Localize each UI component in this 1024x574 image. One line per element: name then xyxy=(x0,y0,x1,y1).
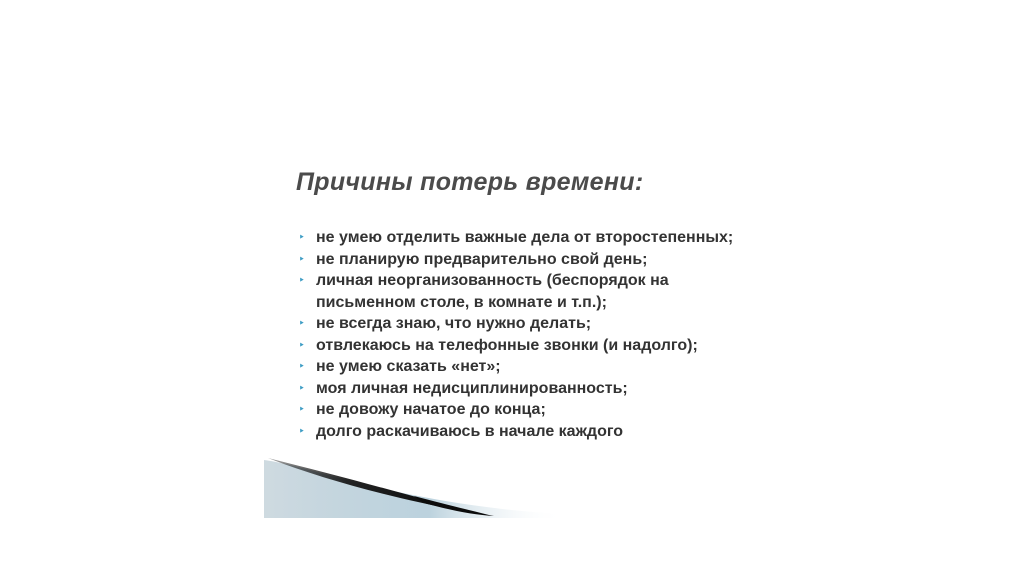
list-item-text: не планирую предварительно свой день; xyxy=(316,250,648,268)
list-item-text: не всегда знаю, что нужно делать; xyxy=(316,315,592,332)
slide-title: Причины потерь времени: xyxy=(296,168,644,196)
list-item xyxy=(298,227,738,249)
decorative-swoosh xyxy=(264,452,564,522)
bullet-icon: ‣ xyxy=(299,275,305,285)
list-item xyxy=(298,270,738,313)
list-item xyxy=(298,378,738,400)
list-item xyxy=(298,249,738,271)
bullet-icon: ‣ xyxy=(299,318,305,328)
bullet-icon: ‣ xyxy=(299,232,305,242)
bullet-icon: ‣ xyxy=(299,382,305,393)
list-item-text: не умею отделить важные дела от второстепенных; xyxy=(316,229,734,246)
list-item-text: не довожу начатое до конца; xyxy=(316,401,546,418)
list-item xyxy=(298,313,738,335)
bullet-icon: ‣ xyxy=(299,339,305,350)
list-item xyxy=(298,335,738,357)
bullet-icon: ‣ xyxy=(299,253,305,264)
list-item-text: долго раскачиваюсь в начале каждого xyxy=(316,422,624,440)
list-item-text: личная неорганизованность (беспорядок на письменном столе, в комнате и т.п.); xyxy=(316,272,669,311)
list-item-text: не умею сказать «нет»; xyxy=(316,358,501,375)
bullet-list xyxy=(298,227,738,442)
bullet-icon: ‣ xyxy=(299,425,305,436)
list-item xyxy=(298,421,738,443)
bullet-icon: ‣ xyxy=(299,361,305,371)
list-item xyxy=(298,356,738,378)
list-item-text: отвлекаюсь на телефонные звонки (и надолго); xyxy=(316,336,698,354)
list-item xyxy=(298,399,738,421)
list-item-text: моя личная недисциплинированность; xyxy=(316,379,628,397)
bullet-icon: ‣ xyxy=(299,404,305,414)
